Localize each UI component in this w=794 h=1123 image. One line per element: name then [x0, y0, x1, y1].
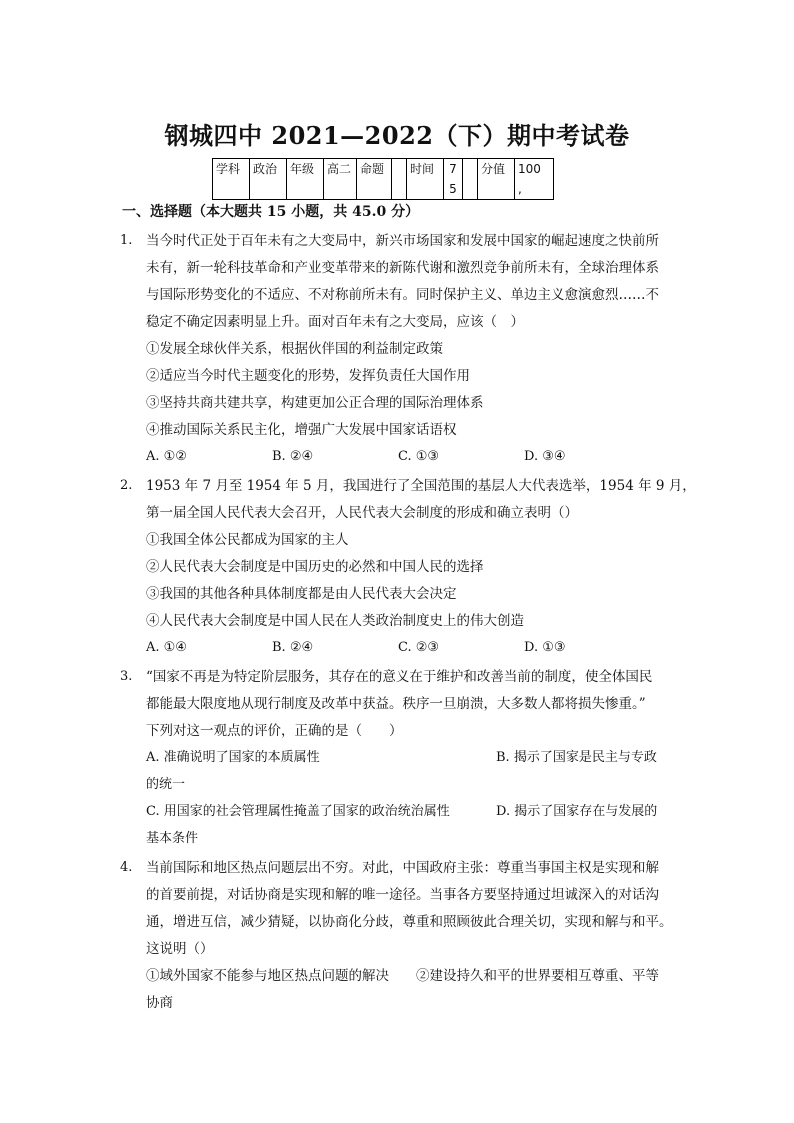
info-grade-label: 年级	[287, 159, 324, 200]
info-score-value: 100 ,	[515, 159, 554, 200]
option-b-continued: 的统一	[146, 777, 186, 792]
option-b: B. ②④	[272, 449, 314, 464]
info-grade-value: 高二	[324, 159, 357, 200]
info-time-label: 时间	[407, 159, 444, 200]
option-b: B. 揭示了国家是民主与专政	[496, 750, 657, 765]
question-line: 稳定不确定因素明显上升。面对百年未有之大变局，应该（ ）	[146, 314, 524, 330]
question-line: 通，增进互信，减少猜疑，以协商化分歧，尊重和照顾彼此合理关切，实现和解与和平。	[146, 914, 673, 930]
question-statement: ④推动国际关系民主化，增强广大发展中国家话语权	[146, 422, 457, 438]
question-number: 1.	[120, 233, 133, 248]
question-line: 下列对这一观点的评价，正确的是（ ）	[146, 723, 403, 739]
question-line: 1953 年 7 月至 1954 年 5 月，我国进行了全国范围的基层人大代表选举，1954 年 9 月，	[146, 478, 696, 494]
question-line: 这说明（）	[146, 941, 214, 957]
option-b: B. ②④	[272, 640, 314, 655]
info-subject-value: 政治	[250, 159, 287, 200]
info-empty-cell	[463, 159, 478, 200]
question-line: 未有，新一轮科技革命和产业变革带来的新陈代谢和激烈竞争前所未有，全球治理体系	[146, 260, 659, 276]
question-statement: ④人民代表大会制度是中国人民在人类政治制度史上的伟大创造	[146, 613, 524, 629]
option-c: C. 用国家的社会管理属性掩盖了国家的政治统治属性	[146, 804, 450, 819]
option-c: C. ②③	[398, 640, 440, 655]
option-c: C. ①③	[398, 449, 440, 464]
question-statement: ②人民代表大会制度是中国历史的必然和中国人民的选择	[146, 559, 484, 575]
option-a: A. 准确说明了国家的本质属性	[146, 750, 320, 765]
question-line: 当前国际和地区热点问题层出不穷。对此，中国政府主张：尊重当事国主权是实现和解	[146, 860, 659, 876]
option-d: D. 揭示了国家存在与发展的	[496, 804, 658, 819]
info-time-value: 7 5	[444, 159, 463, 200]
option-d: D. ①③	[524, 640, 566, 655]
info-author-label: 命题	[357, 159, 392, 200]
question-statement: ③我国的其他各种具体制度都是由人民代表大会决定	[146, 586, 457, 602]
question-line: “国家不再是为特定阶层服务，其存在的意义在于维护和改善当前的制度，使全体国民	[146, 669, 653, 685]
option-d: D. ③④	[524, 449, 566, 464]
exam-title: 钢城四中 2021—2022（下）期中考试卷	[164, 121, 630, 150]
question-statement: ③坚持共商共建共享，构建更加公正合理的国际治理体系	[146, 395, 484, 411]
question-number: 4.	[120, 860, 133, 875]
option-a: A. ①④	[146, 640, 187, 655]
question-line: 的首要前提，对话协商是实现和解的唯一途径。当事各方要坚持通过坦诚深入的对话沟	[146, 887, 659, 903]
option-a: A. ①②	[146, 449, 187, 464]
info-score-label: 分值	[478, 159, 515, 200]
question-statement: ②适应当今时代主题变化的形势，发挥负责任大国作用	[146, 368, 470, 384]
question-line: 与国际形势变化的不适应、不对称前所未有。同时保护主义、单边主义愈演愈烈……不	[146, 287, 659, 303]
info-subject-label: 学科	[213, 159, 250, 200]
question-line: 当今时代正处于百年未有之大变局中，新兴市场国家和发展中国家的崛起速度之快前所	[146, 233, 659, 249]
question-number: 3.	[120, 669, 133, 684]
question-statement: ①域外国家不能参与地区热点问题的解决 ②建设持久和平的世界要相互尊重、平等	[146, 968, 659, 984]
section-heading: 一、选择题（本大题共 15 小题，共 45.0 分）	[122, 204, 420, 220]
option-d-continued: 基本条件	[146, 831, 199, 846]
question-statement: ①我国全体公民都成为国家的主人	[146, 532, 349, 548]
question-number: 2.	[120, 478, 133, 493]
question-statement: ①发展全球伙伴关系，根据伙伴国的利益制定政策	[146, 341, 443, 357]
question-statement: 协商	[146, 995, 173, 1011]
info-author-value	[392, 159, 407, 200]
question-line: 都能最大限度地从现行制度及改革中获益。秩序一旦崩溃，大多数人都将损失惨重。”	[146, 696, 646, 712]
question-line: 第一届全国人民代表大会召开，人民代表大会制度的形成和确立表明（）	[146, 505, 578, 521]
exam-info-table	[212, 158, 554, 200]
